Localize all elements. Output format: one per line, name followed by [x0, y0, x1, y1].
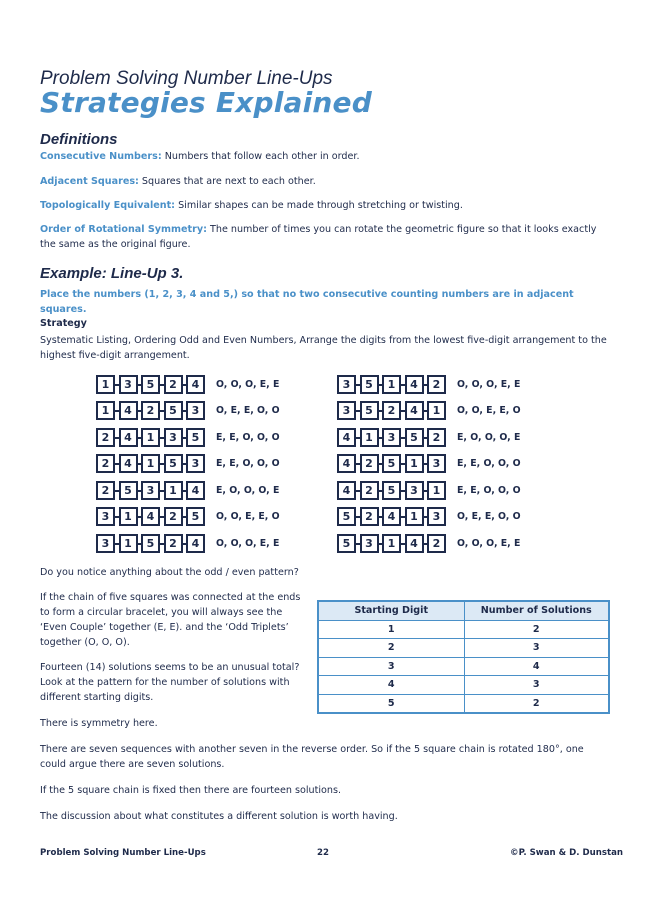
digit-square: 3 [96, 534, 115, 553]
digit-square: 4 [337, 481, 356, 500]
page-subtitle: Problem Solving Number Line-Ups [40, 68, 333, 89]
square-chain [96, 401, 205, 420]
square-chain [337, 375, 446, 394]
example-heading: Example: Line-Up 3. [40, 265, 184, 282]
digit-square: 3 [186, 454, 205, 473]
square-chain [96, 454, 205, 473]
square-chain [337, 534, 446, 553]
definition-term: Consecutive Numbers: [40, 151, 162, 162]
square-chain [96, 534, 205, 553]
digit-square: 2 [164, 534, 183, 553]
odd-even-pattern: O, O, O, E, E [216, 537, 280, 549]
digit-square: 3 [360, 534, 379, 553]
definition-term: Order of Rotational Symmetry: [40, 224, 207, 235]
lineup-row [337, 507, 521, 527]
table-cell: 3 [464, 639, 609, 658]
strategy-text: Systematic Listing, Ordering Odd and Even Numbers, Arrange the digits from the lowest five-digit arrangement to the highest five-digit arrangement. [40, 335, 607, 361]
paragraph-seven-sequences: There are seven sequences with another seven in the reverse order. So if the 5 square chain is rotated 180°, one could argue there are seven solutions. [40, 744, 584, 770]
square-chain [337, 454, 446, 473]
digit-square: 3 [96, 507, 115, 526]
definition-topological [40, 198, 610, 213]
digit-square: 4 [141, 507, 160, 526]
digit-square: 5 [337, 507, 356, 526]
table-row [318, 694, 609, 713]
digit-square: 2 [382, 401, 401, 420]
square-chain [337, 507, 446, 526]
digit-square: 4 [405, 534, 424, 553]
digit-square: 2 [427, 428, 446, 447]
digit-square: 1 [382, 375, 401, 394]
footer-page-number: 22 [317, 848, 329, 858]
definition-text: Similar shapes can be made through stretching or twisting. [175, 200, 463, 211]
table-row [318, 639, 609, 658]
digit-square: 5 [337, 534, 356, 553]
strategy-heading: Strategy [40, 318, 87, 329]
digit-square: 1 [141, 428, 160, 447]
odd-even-pattern: O, O, E, E, O [216, 511, 280, 522]
definition-consecutive [40, 149, 610, 164]
digit-square: 3 [382, 428, 401, 447]
digit-square: 4 [405, 375, 424, 394]
digit-square: 4 [186, 481, 205, 500]
digit-square: 1 [119, 534, 138, 553]
digit-square: 4 [119, 401, 138, 420]
question-odd-even: Do you notice anything about the odd / even pattern? [40, 567, 299, 578]
odd-even-pattern: O, O, E, E, O [457, 405, 521, 416]
digit-square: 2 [96, 454, 115, 473]
table-cell: 1 [318, 620, 464, 639]
digit-square: 1 [164, 481, 183, 500]
paragraph-fourteen: Fourteen (14) solutions seems to be an unusual total? Look at the pattern for the number of solutions with different starting digits. [40, 662, 300, 703]
digit-square: 2 [360, 507, 379, 526]
digit-square: 1 [96, 401, 115, 420]
lineup-row [96, 454, 280, 474]
lineup-row [96, 427, 280, 447]
paragraph-fixed-chain: If the 5 square chain is fixed then there are fourteen solutions. [40, 785, 342, 796]
digit-square: 4 [119, 454, 138, 473]
digit-square: 1 [427, 401, 446, 420]
square-chain [96, 428, 205, 447]
lineup-row [96, 480, 279, 500]
digit-square: 2 [427, 534, 446, 553]
definition-text: Numbers that follow each other in order. [161, 151, 360, 162]
digit-square: 4 [186, 534, 205, 553]
definition-text: Squares that are next to each other. [138, 176, 316, 187]
table-cell: 3 [318, 657, 464, 676]
digit-square: 3 [427, 507, 446, 526]
table-cell: 2 [464, 620, 609, 639]
page-title: Strategies Explained [40, 86, 372, 119]
lineup-row [337, 427, 520, 447]
digit-square: 3 [164, 428, 183, 447]
digit-square: 4 [119, 428, 138, 447]
digit-square: 5 [382, 454, 401, 473]
digit-square: 2 [164, 507, 183, 526]
odd-even-pattern: O, O, O, E, E [216, 378, 280, 390]
odd-even-pattern: O, E, E, O, O [457, 511, 521, 522]
digit-square: 3 [119, 375, 138, 394]
odd-even-pattern: O, E, E, O, O [216, 405, 280, 416]
odd-even-pattern: E, E, O, O, O [457, 458, 521, 469]
table-row [318, 676, 609, 695]
square-chain [96, 481, 205, 500]
lineup-row [96, 374, 279, 394]
table-cell: 2 [464, 694, 609, 713]
digit-square: 2 [164, 375, 183, 394]
square-chain [96, 375, 205, 394]
table-row [318, 657, 609, 676]
digit-square: 3 [337, 401, 356, 420]
digit-square: 3 [405, 481, 424, 500]
digit-square: 2 [427, 375, 446, 394]
odd-even-pattern: O, O, O, E, E [457, 537, 521, 549]
digit-square: 5 [119, 481, 138, 500]
digit-square: 1 [405, 454, 424, 473]
lineup-row [337, 454, 521, 474]
lineup-row [96, 401, 280, 421]
digit-square: 4 [186, 375, 205, 394]
table-header-row [318, 601, 609, 620]
table-cell: 4 [318, 676, 464, 695]
definition-adjacent [40, 174, 610, 189]
table-cell: 3 [464, 676, 609, 695]
digit-square: 5 [141, 534, 160, 553]
paragraph-symmetry: There is symmetry here. [40, 718, 158, 729]
digit-square: 5 [382, 481, 401, 500]
odd-even-pattern: E, E, O, O, O [216, 458, 280, 469]
table-cell: 5 [318, 694, 464, 713]
table-row [318, 620, 609, 639]
digit-square: 4 [382, 507, 401, 526]
column-header-number-of-solutions: Number of Solutions [464, 601, 609, 620]
paragraph-bracelet: If the chain of five squares was connected at the ends to form a circular bracelet, you will always see the ‘Even Couple’ together (E, E). and the ‘Odd Triplets’ together (O, O, O). [40, 592, 301, 648]
square-chain [96, 507, 205, 526]
footer-book-title: Problem Solving Number Line-Ups [40, 848, 206, 858]
digit-square: 5 [360, 401, 379, 420]
column-header-starting-digit: Starting Digit [318, 601, 464, 620]
definition-term: Adjacent Squares: [40, 176, 139, 187]
example-instruction: Place the numbers (1, 2, 3, 4 and 5,) so that no two consecutive counting numbers are in adjacent squares. [40, 289, 574, 315]
digit-square: 4 [337, 428, 356, 447]
lineup-row [96, 533, 279, 553]
lineup-row [337, 533, 520, 553]
definition-rotational [40, 222, 610, 252]
square-chain [337, 428, 446, 447]
odd-even-pattern: E, O, O, O, E [457, 431, 521, 443]
square-chain [337, 401, 446, 420]
digit-square: 4 [405, 401, 424, 420]
definitions-heading: Definitions [40, 131, 118, 148]
paragraph-discussion: The discussion about what constitutes a different solution is worth having. [40, 811, 398, 822]
odd-even-pattern: E, E, O, O, O [216, 431, 280, 443]
digit-square: 2 [96, 428, 115, 447]
odd-even-pattern: E, O, O, O, E [216, 484, 280, 496]
digit-square: 1 [427, 481, 446, 500]
odd-even-pattern: O, O, O, E, E [457, 378, 521, 390]
digit-square: 2 [96, 481, 115, 500]
digit-square: 4 [337, 454, 356, 473]
digit-square: 5 [186, 428, 205, 447]
odd-even-pattern: E, E, O, O, O [457, 484, 521, 496]
digit-square: 3 [337, 375, 356, 394]
square-chain [337, 481, 446, 500]
digit-square: 3 [141, 481, 160, 500]
digit-square: 5 [141, 375, 160, 394]
lineup-row [337, 374, 520, 394]
definition-text: The number of times you can rotate the geometric figure so that it looks exactly the same as the original figure. [40, 224, 597, 250]
digit-square: 2 [141, 401, 160, 420]
lineup-row [96, 507, 280, 527]
footer-copyright: ©P. Swan & D. Dunstan [510, 848, 623, 858]
digit-square: 1 [96, 375, 115, 394]
solutions-table [317, 600, 610, 714]
digit-square: 5 [164, 401, 183, 420]
digit-square: 5 [164, 454, 183, 473]
digit-square: 1 [405, 507, 424, 526]
digit-square: 5 [360, 375, 379, 394]
digit-square: 1 [119, 507, 138, 526]
digit-square: 1 [382, 534, 401, 553]
digit-square: 1 [141, 454, 160, 473]
table-cell: 4 [464, 657, 609, 676]
digit-square: 3 [427, 454, 446, 473]
digit-square: 2 [360, 454, 379, 473]
definition-term: Topologically Equivalent: [40, 200, 176, 211]
digit-square: 3 [186, 401, 205, 420]
lineup-row [337, 480, 521, 500]
digit-square: 1 [360, 428, 379, 447]
digit-square: 5 [405, 428, 424, 447]
lineup-row [337, 401, 521, 421]
digit-square: 2 [360, 481, 379, 500]
table-cell: 2 [318, 639, 464, 658]
digit-square: 5 [186, 507, 205, 526]
